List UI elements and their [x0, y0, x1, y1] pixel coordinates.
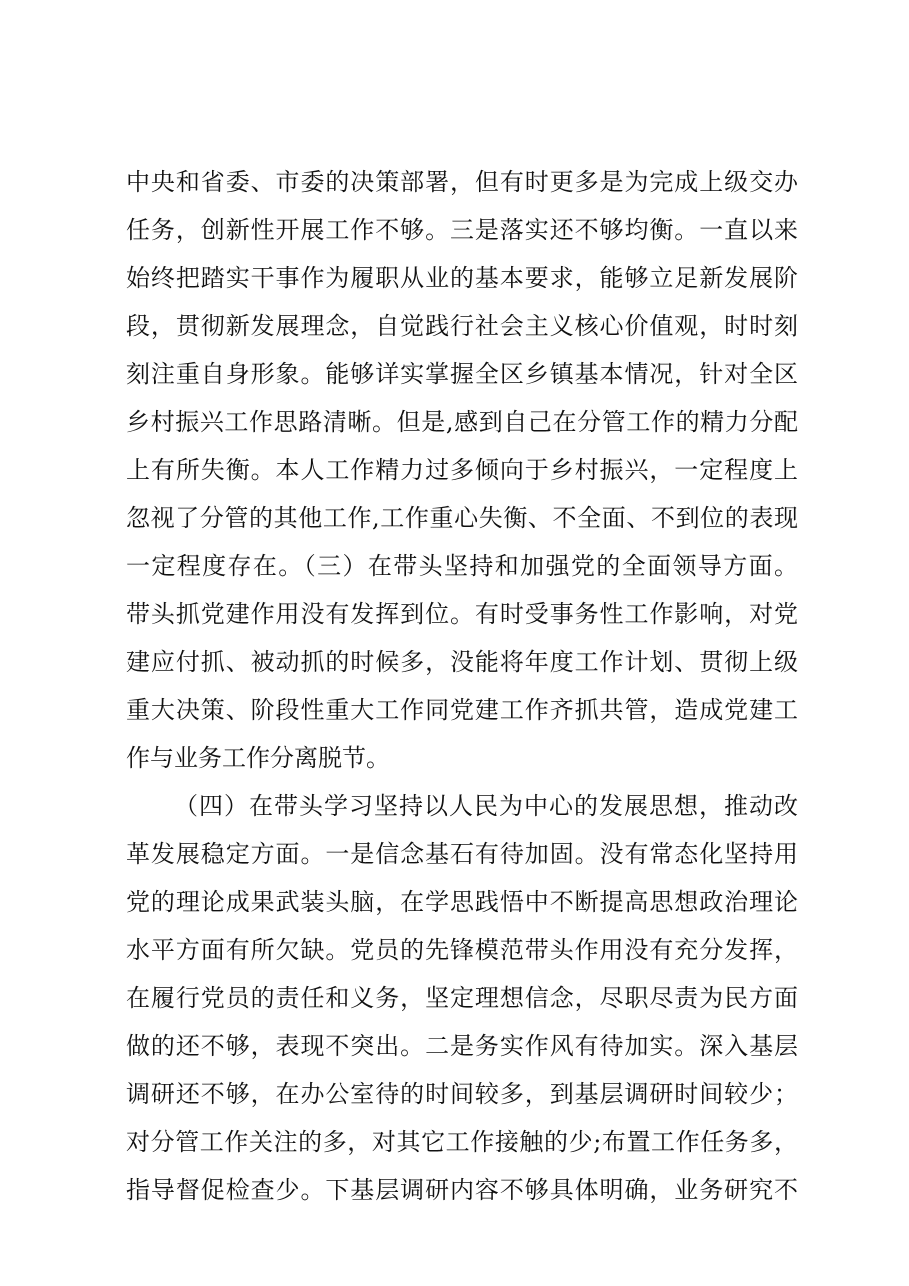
text-line: 指导督促检查少。下基层调研内容不够具体明确，业务研究不: [126, 1176, 798, 1204]
text-line: 乡村振兴工作思路清晰。但是,感到自己在分管工作的精力分配: [126, 408, 798, 436]
text-line: 做的还不够，表现不突出。二是务实作风有待加实。深入基层: [126, 1032, 798, 1060]
text-line-paragraph-end: 作与业务工作分离脱节。: [126, 744, 390, 772]
text-line: 对分管工作关注的多，对其它工作接触的少;布置工作任务多，: [126, 1128, 798, 1156]
text-line: 中央和省委、市委的决策部署，但有时更多是为完成上级交办: [126, 168, 798, 196]
text-line: 任务，创新性开展工作不够。三是落实还不够均衡。一直以来: [126, 216, 798, 244]
text-line: 上有所失衡。本人工作精力过多倾向于乡村振兴，一定程度上: [126, 456, 798, 484]
text-line: 一定程度存在。（三）在带头坚持和加强党的全面领导方面。: [126, 552, 798, 580]
text-line: 忽视了分管的其他工作,工作重心失衡、不全面、不到位的表现: [126, 504, 798, 532]
text-line: 刻注重自身形象。能够详实掌握全区乡镇基本情况，针对全区: [126, 360, 798, 388]
text-line: 党的理论成果武装头脑，在学思践悟中不断提高思想政治理论: [126, 888, 798, 916]
text-line: 重大决策、阶段性重大工作同党建工作齐抓共管，造成党建工: [126, 696, 798, 724]
text-line-paragraph-start: （四）在带头学习坚持以人民为中心的发展思想，推动改: [174, 792, 798, 820]
text-line: 在履行党员的责任和义务，坚定理想信念，尽职尽责为民方面: [126, 984, 798, 1012]
text-line: 建应付抓、被动抓的时候多，没能将年度工作计划、贯彻上级: [126, 648, 798, 676]
text-line: 革发展稳定方面。一是信念基石有待加固。没有常态化坚持用: [126, 840, 798, 868]
text-line: 带头抓党建作用没有发挥到位。有时受事务性工作影响，对党: [126, 600, 798, 628]
text-line: 始终把踏实干事作为履职从业的基本要求，能够立足新发展阶: [126, 264, 798, 292]
text-line: 调研还不够，在办公室待的时间较多，到基层调研时间较少；: [126, 1080, 798, 1108]
text-line: 段，贯彻新发展理念，自觉践行社会主义核心价值观，时时刻: [126, 312, 798, 340]
text-line: 水平方面有所欠缺。党员的先锋模范带头作用没有充分发挥，: [126, 936, 798, 964]
